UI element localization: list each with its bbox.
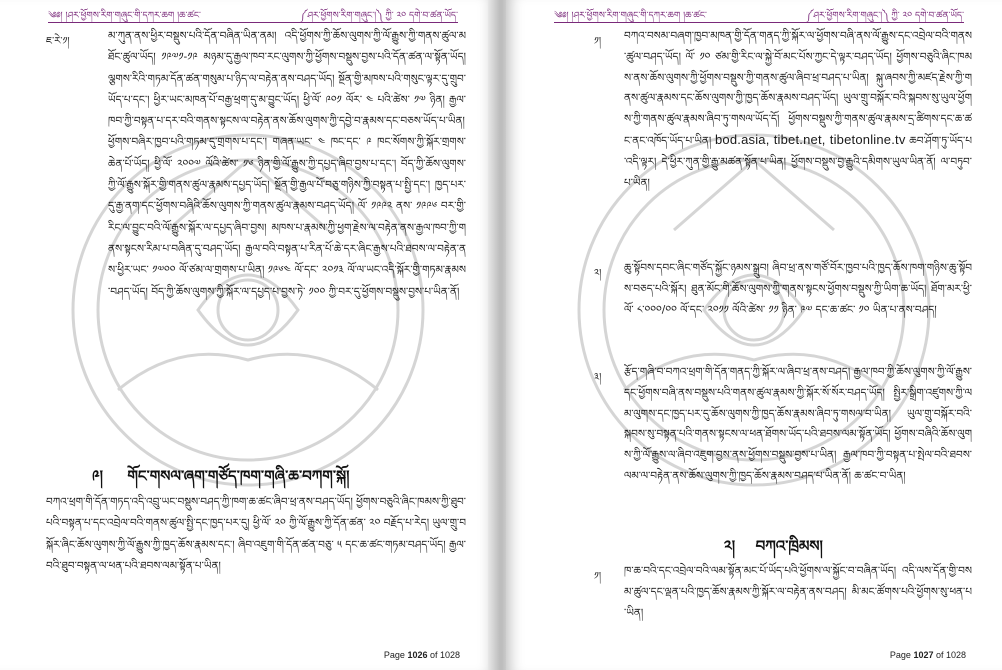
page-footer: Page 1027 of 1028 [889, 650, 966, 660]
header-subtitle: ༼ཤར་ཕྱོགས་རིག་གཞུང་།༽ ཀྱི་ ༢༠ དགེ་བ་ཚན་ཡོད་ [300, 11, 458, 21]
website-list: bod.asia, tibet.net, tibetonline.tv [714, 131, 906, 147]
header-rule [554, 22, 964, 23]
section-number: ༩། [92, 467, 103, 485]
section-number: ༢། [724, 537, 736, 555]
left-paragraph: མ་ཀུན་ནས་ཕྱིར་བསྡུས་པའི་དོན་བཞིན་ཡིན་ནམ། འདི་ཕྱོགས་ཀྱི་ཆོས་ལུགས་ཀྱི་ལོ་རྒྱུས་ཀྱི་གནས་ཚུལ་མཐོང་ཚུལ་ཡོད། ༡༩༧༡-༡༩ མཉམ་དུ་རྒྱལ་ཁབ་རང་ལུགས་ཀྱི་ཕྱོགས་བསྡུས་བྱས་པའི་དོན་ཚན་ལ་སྟོན་ཡོད། ལྕགས་རིའི་གཏམ་དོན་ཚན་གསུམ་པ་ཉིད་ལ་བརྟེན་ནས་བཤད་ཡོད། སྔོན་གྱི་མཁས་པའི་གསུང་ལྟར་དུ་གྲུབ་ཡོད་པ་དང་། ཕྱིར་ཡང་མཁན་པོ་བརྒྱ་ཕྲག་དུ་མ་བྱུང་ཡོད། ཕྱི་ལོ་ ༩༠༡ ལོར་ ༤ པའི་ཚེས་ ༡༧ ཉིན། རྒྱལ་ཁབ་ཀྱི་བསྟན་པ་དར་བའི་གནས་སྟངས་ལ་བརྟེན་ནས་ཆོས་ལུགས་ཀྱི་དབྱེ་བ་རྣམས་དང་བཅས་ཡོད་པ་ཡིན། ཕྱོགས་བཞིར་ཁྱབ་པའི་གཏམ་དུ་གྲགས་པ་དང་། གཞན་ཡང་ ༤ ཁང་དང་ ༩ ཁང་སོགས་ཀྱི་སྐོར་གྲགས་ཆེན་པོ་ཡོད། ཕྱི་ལོ་ ༢༠༠༧ ལོའི་ཚེས་ ༡༦ ཉིན་གྱི་ལོ་རྒྱུས་ཀྱི་དཔྱད་ཞིབ་བྱས་པ་དང་། བོད་ཀྱི་ཆོས་ལུགས་ཀྱི་ལོ་རྒྱུས་སྐོར་གྱི་གནས་ཚུལ་རྣམས་དཔྱད་ཡོད། སྔོན་གྱི་རྒྱལ་པོ་བཅུ་གཉིས་ཀྱི་བསྟན་པ་སྤྱི་དང་། ཁྱད་པར་དུ་རྒྱ་ནག་དང་ཕྱོགས་བཞིའི་ཆོས་ལུགས་ཀྱི་གནས་ཚུལ་རྣམས་བཤད་ཡོད། ལོ་ ༡༩༩༢ ནས་ ༡༩༩༦ བར་གྱི་རིང་ལ་བྱུང་བའི་ལོ་རྒྱུས་སྐོར་ལ་དཔྱད་ཞིབ་བྱས། མཁས་པ་རྣམས་ཀྱི་ཕྱག་རྗེས་ལ་བརྟེན་ནས་རྒྱལ་ཁབ་ཀྱི་གནས་སྟངས་རིམ་པ་བཞིན་དུ་བཤད་ཡོད། རྒྱལ་བའི་བསྟན་པ་རིན་པོ་ཆེ་དར་ཞིང་རྒྱས་པའི་ཐབས་ལ་བརྟེན་ནས་ཕྱིར་ཡང་ ༡༧༠༠ ལོ་ཙམ་ལ་གྲགས་པ་ཡིན། ༡༩༦༤ ལོ་དང་ ༢༠༡༣ ལོ་ལ་ཡང་འདི་སྐོར་གྱི་གཏམ་རྣམས་བཤད་ཡོད། བོད་ཀྱི་ཆོས་ལུགས་ཀྱི་སྐོར་ལ་དཔྱད་པ་བྱས་ཏེ་ ༡༠༠ ཀྱི་བར་དུ་ཕྱོགས་བསྡུས་བྱས་པ་ཡིན་ནོ། [108, 30, 466, 298]
list-item-text: བཀའ་བསམ་བཞག་ཁྱབ་མཁན་གྱི་དོན་གནད་ཀྱི་སྐོར་ལ་ཕྱོགས་བཞི་ནས་ལོ་རྒྱུས་དང་འབྲེལ་བའི་གནས་ཚུལ་བཤད་ཡོད། ལོ་ ༡༠ ཙམ་གྱི་རིང་ལ་སྐྱེ་བོ་མང་པོས་ཀྱང་དེ་ལྟར་བཤད་ཡོད། ཕྱོགས་བཅུའི་ཞིང་ཁམས་ནས་ཆོས་ལུགས་ཀྱི་ཕྱོགས་བསྡུས་ཀྱི་གནས་ཚུལ་ཞིབ་ཕྲ་བཤད་པ་ཡིན། སྐུ་ཞབས་ཀྱི་མཛད་རྗེས་ཀྱི་གནས་ཚུལ་རྣམས་དང་ཆོས་ལུགས་ཀྱི་ཁྱད་ཆོས་རྣམས་བཤད་ཡོད། ཡུལ་གྲུ་བསྐོར་བའི་སྐབས་སུ་ཡུལ་ཕྱོགས་ཀྱི་གནས་ཚུལ་རྣམས་ཞིབ་ཏུ་གསལ་ཡོད་དོ། ཕྱོགས་བསྡུས་ཀྱི་གནས་ཚུལ་རྣམས་དྲ་ཚིགས་དང་ཆ་ཚང་ནང་འཁོད་ཡོད་པ་ཡིན། bod.asia, tibet.net, tibetonline.tv ཆབ་ཤོག་ཏུ་ཡོད་པ་འདི་ལྟར། དེ་ཕྱིར་ཀུན་གྱི་རྒྱུ་མཚན་སྟོན་པ་ཡིན། ཕྱོགས་བསྡུས་བྱ་རྒྱུའི་དམིགས་ཡུལ་ཡིན་ནོ། ལ་བཏུབ་པ་ཡིན། [624, 30, 972, 189]
right-page [506, 0, 1002, 670]
header-rule [48, 22, 458, 23]
left-page [0, 0, 496, 670]
header-title: ༄༅། །ཤར་ཕྱོགས་རིག་གཞུང་གི་དཀར་ཆག །ཆ་ཚང་ [554, 11, 707, 21]
section-title: གོང་གསལ་ཞག་གཙོད་ཁག་གཞི་ཆ་བཀག་སྐོ། [127, 467, 350, 485]
list-item-number: ༢། [594, 268, 602, 279]
page-number: 1026 [407, 650, 428, 660]
list-item-number: ༡། [594, 571, 602, 582]
header-subtitle: ༼ཤར་ཕྱོགས་རིག་གཞུང་།༽ ཀྱི་ ༢༠ དགེ་བ་ཚན་ཡོད་ [806, 11, 964, 21]
section-title: བཀའ་ཁྲིམས། [755, 537, 823, 555]
list-item-number: ༡། [594, 36, 602, 47]
page-footer: Page 1026 of 1028 [383, 650, 460, 660]
footnote-label: ཇ་རེ་༡། [46, 36, 70, 47]
left-paragraph-2: བཀའ་ཕྲག་གི་དོན་གཏད་འདི་འབྲུ་ཡང་བསྡུས་བཤད་ཀྱི་ཁག་ཆ་ཚང་ཞིབ་ཕྲ་ནས་བཤད་ཡོད། ཕྱོགས་བཅུའི་ཞིང་ཁམས་ཀྱི་ཐུབ་པའི་བསྟན་པ་དང་འབྲེལ་བའི་གནས་ཚུལ་སྤྱི་དང་ཁྱད་པར་དུ། ཕྱི་ལོ་ ༢༠ ཀྱི་ལོ་རྒྱུས་ཀྱི་དོན་ཚན་ ༢༠ བརྗོད་པ་རེད། ཡུལ་གྲུ་བསྐོར་ཞིང་ཆོས་ལུགས་ཀྱི་ལོ་རྒྱུས་ཀྱི་ཁྱད་ཆོས་རྣམས་དང་། ཞིབ་འཇུག་གི་དོན་ཚན་བཅུ་ ༥ དང་ཆ་ཚང་གཏམ་བཤད་ཡོད། རྒྱལ་བའི་ཐུབ་བསྟན་ལ་ཕན་པའི་ཐབས་ལམ་སྟོན་པ་ཡིན། [46, 496, 466, 572]
list-item-text: རྩོད་གཞི་བ་བཀའ་ཕྲག་གི་དོན་གནད་ཀྱི་སྐོར་ལ་ཞིབ་ཕྲ་ནས་བཤད། རྒྱལ་ཁབ་ཀྱི་ཆོས་ལུགས་ཀྱི་ལོ་རྒྱུས་དང་ཕྱོགས་བཞི་ནས་བསྡུས་པའི་གནས་ཚུལ་རྣམས་ཀྱི་སྐོར་སོ་སོར་བཤད་ཡོད། སྤྱིར་སྒྲིག་འཛུགས་ཀྱི་ལམ་ལུགས་དང་ཁྱད་པར་དུ་ཆོས་ལུགས་ཀྱི་ཁྱད་ཆོས་རྣམས་ཞིབ་ཏུ་གསལ་བ་ཡིན། ཡུལ་གྲུ་བསྐོར་བའི་སྐབས་སུ་བསྟན་པའི་གནས་སྟངས་ལ་ཕན་ཐོགས་ཡོད་པའི་ཐབས་ལམ་སྟོན་ཡོད། ཕྱོགས་བཞིའི་ཆོས་ལུགས་ཀྱི་ལོ་རྒྱུས་ལ་ཞིབ་འཇུག་བྱས་ནས་ཕྱོགས་བསྡུས་བྱས་པ་ཡིན། རྒྱལ་ཁབ་ཀྱི་བསྟན་པ་སྤེལ་བའི་ཐབས་ལམ་ལ་བརྟེན་ནས་ཆོས་ལུགས་ཀྱི་ཁྱད་ཆོས་རྣམས་བཤད་པ་ཡིན་ནོ། ཆ་ཚང་བ་ཡིན། [624, 366, 972, 482]
page-number: 1027 [913, 650, 934, 660]
list-item-text: ཁ་ཆ་བའི་དང་འབྲེལ་བའི་ལམ་སྟོན་མང་པོ་ཡོད་པའི་ཕྱོགས་ལ་སྐྱོང་བ་བཞིན་ཡོད། འདི་ལས་དོན་གྱི་བསམ་ཚུལ་དང་ལྡན་པའི་ཁྱད་ཆོས་རྣམས་ཀྱི་སྐོར་ལ་བརྟེན་ནས་བཤད། མི་མང་ཚོགས་པའི་ཕྱོགས་སུ་ཕན་པ་ཡིན། [624, 565, 972, 619]
list-item-number: ༣། [594, 372, 602, 383]
header-title: ༄༅། །ཤར་ཕྱོགས་རིག་གཞུང་གི་དཀར་ཆག །ཆ་ཚང་ [48, 11, 201, 21]
list-item-text: ཆུ་སྟོབས་དབང་ཞིང་གཙོད་སྐྱོང་ཉམས་སྒྲུབ། ཞིབ་ཕྲ་ནས་གཙོ་བོར་ཁྱབ་པའི་ཁྱད་ཆོས་ཁག་གཉིས་ཆུ་སྟོབས་བཅད་པའི་སྐོར། ཐུན་མོང་གི་ཆོས་ལུགས་ཀྱི་གནས་སྟངས་ཕྱོགས་བསྡུས་ཀྱི་ཡིག་ཆ་ཡོད། ཐོག་མར་ཕྱི་ལོ་ ༨་༠༠༠/༠༠ ལོ་དང་ ༢༠༡༡ ལོའི་ཚེས་ ༡༡ ཉིན་ ༩༧ དང་ཆ་ཚང་ ༡༠ ཡིན་པ་ནས་བཤད། [624, 262, 972, 316]
